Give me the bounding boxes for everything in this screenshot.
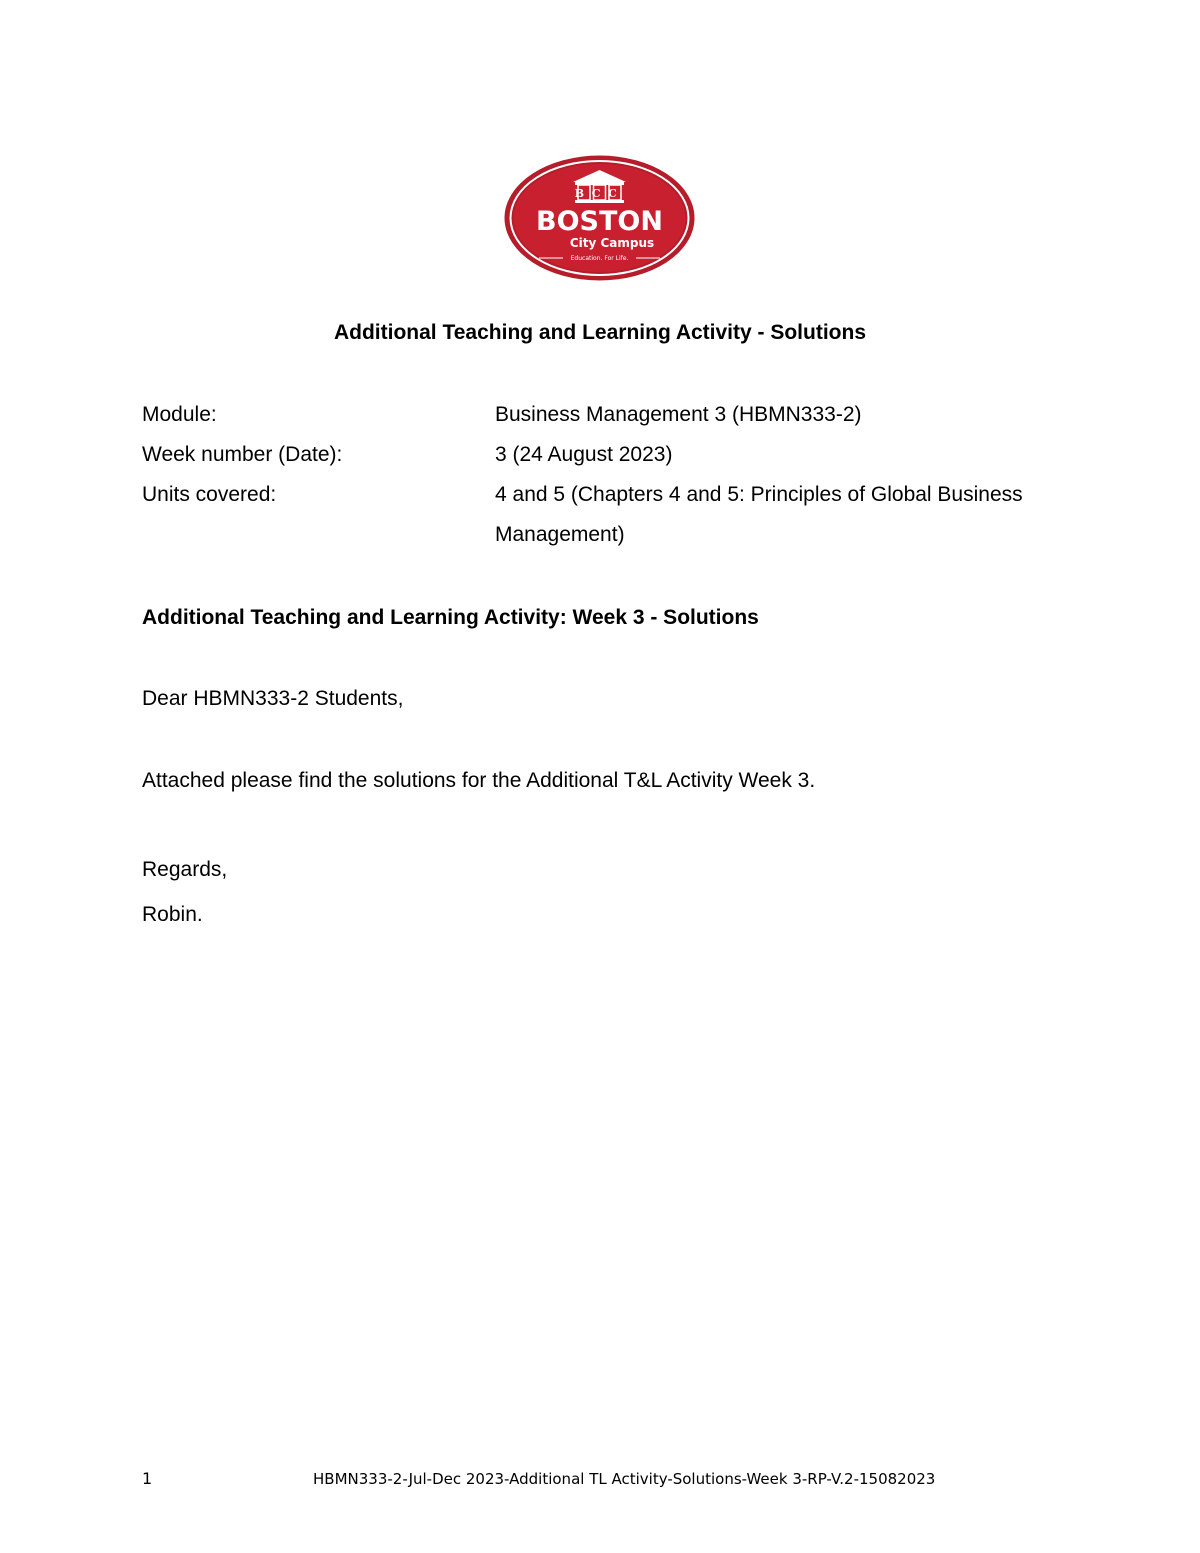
footer-page-number: 1	[142, 1469, 153, 1488]
greeting: Dear HBMN333-2 Students,	[142, 687, 404, 710]
footer-document-code: HBMN333-2-Jul-Dec 2023-Additional TL Activity-Solutions-Week 3-RP-V.2-15082023	[313, 1470, 936, 1488]
document-title: Additional Teaching and Learning Activity - Solutions	[333, 321, 867, 344]
logo-monogram: BCC	[574, 187, 625, 200]
logo-tagline: Education. For Life.	[570, 255, 629, 262]
meta-value-week: 3 (24 August 2023)	[495, 443, 673, 466]
signature: Robin.	[142, 903, 203, 926]
meta-value-units: 4 and 5 (Chapters 4 and 5: Principles of Global Business Management)	[495, 483, 1023, 546]
boston-city-campus-logo	[503, 154, 696, 282]
section-heading: Additional Teaching and Learning Activity: Week 3 - Solutions	[142, 606, 759, 629]
meta-label-module: Module:	[142, 403, 217, 426]
body-paragraph: Attached please find the solutions for the Additional T&L Activity Week 3.	[142, 769, 816, 792]
logo-name: BOSTON	[536, 206, 663, 237]
meta-value-module: Business Management 3 (HBMN333-2)	[495, 403, 862, 426]
meta-label-week: Week number (Date):	[142, 443, 343, 466]
meta-label-units: Units covered:	[142, 483, 277, 506]
closing: Regards,	[142, 858, 228, 881]
logo-subtitle: City Campus	[569, 236, 655, 250]
